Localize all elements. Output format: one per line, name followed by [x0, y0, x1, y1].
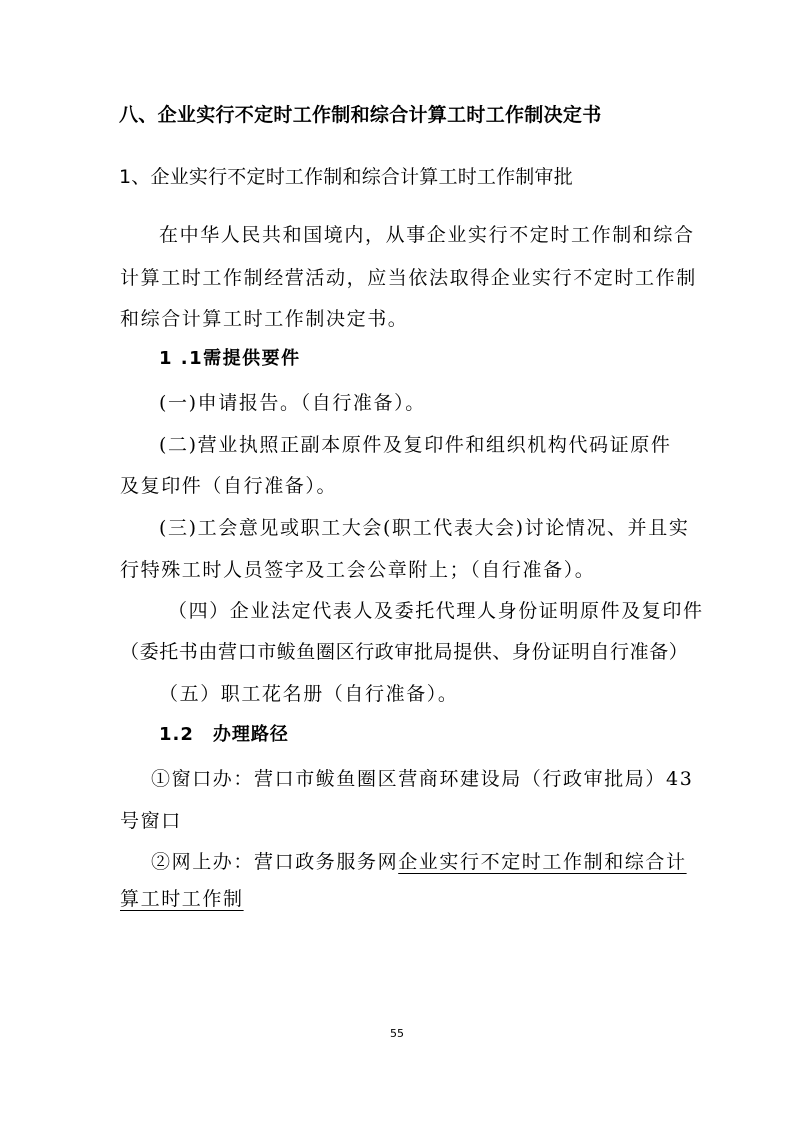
material-item-2-line-2: 及复印件（自行准备）。 — [120, 475, 338, 497]
intro-paragraph-line-2: 计算工时工作制经营活动，应当依法取得企业实行不定时工作制 — [120, 267, 697, 289]
document-title: 八、企业实行不定时工作制和综合计算工时工作制决定书 — [119, 104, 602, 126]
online-service-link-continued[interactable]: 算工时工作制 — [120, 888, 244, 910]
route-online-line-1 — [151, 853, 687, 872]
intro-paragraph-line-3: 和综合计算工时工作制决定书。 — [120, 308, 409, 330]
online-service-link[interactable]: 企业实行不定时工作制和综合计 — [398, 851, 687, 873]
subsection-heading-required-materials: 1 .1需提供要件 — [159, 348, 301, 369]
material-item-2-line-1: (二)营业执照正副本原件及复印件和组织机构代码证原件 — [159, 434, 672, 456]
material-item-4-line-2: （委托书由营口市鲅鱼圈区行政审批局提供、身份证明自行准备） — [120, 641, 689, 663]
material-item-3-line-2: 行特殊工时人员签字及工会公章附上；（自行准备）。 — [120, 559, 596, 581]
page-number: 55 — [390, 1027, 404, 1040]
route-online-prefix: ②网上办：营口政务服务网 — [151, 851, 399, 873]
material-item-5: （五）职工花名册（自行准备）。 — [159, 683, 459, 705]
subsection-heading-handling-path: 1.2 办理路径 — [159, 724, 289, 745]
section-heading: 1、企业实行不定时工作制和综合计算工时工作制审批 — [119, 166, 573, 188]
intro-paragraph-line-1: 在中华人民共和国境内，从事企业实行不定时工作制和综合 — [159, 224, 695, 246]
material-item-1: (一)申请报告。（自行准备）。 — [159, 392, 426, 414]
route-online-line-2 — [120, 890, 244, 909]
material-item-4-line-1: （四）企业法定代表人及委托代理人身份证明原件及复印件 — [168, 600, 704, 622]
route-window-line-2: 号窗口 — [120, 810, 182, 832]
route-window-line-1: ①窗口办：营口市鲅鱼圈区营商环建设局（行政审批局）43 — [151, 768, 694, 790]
material-item-3-line-1: (三)工会意见或职工大会(职工代表大会)讨论情况、并且实 — [159, 517, 690, 539]
